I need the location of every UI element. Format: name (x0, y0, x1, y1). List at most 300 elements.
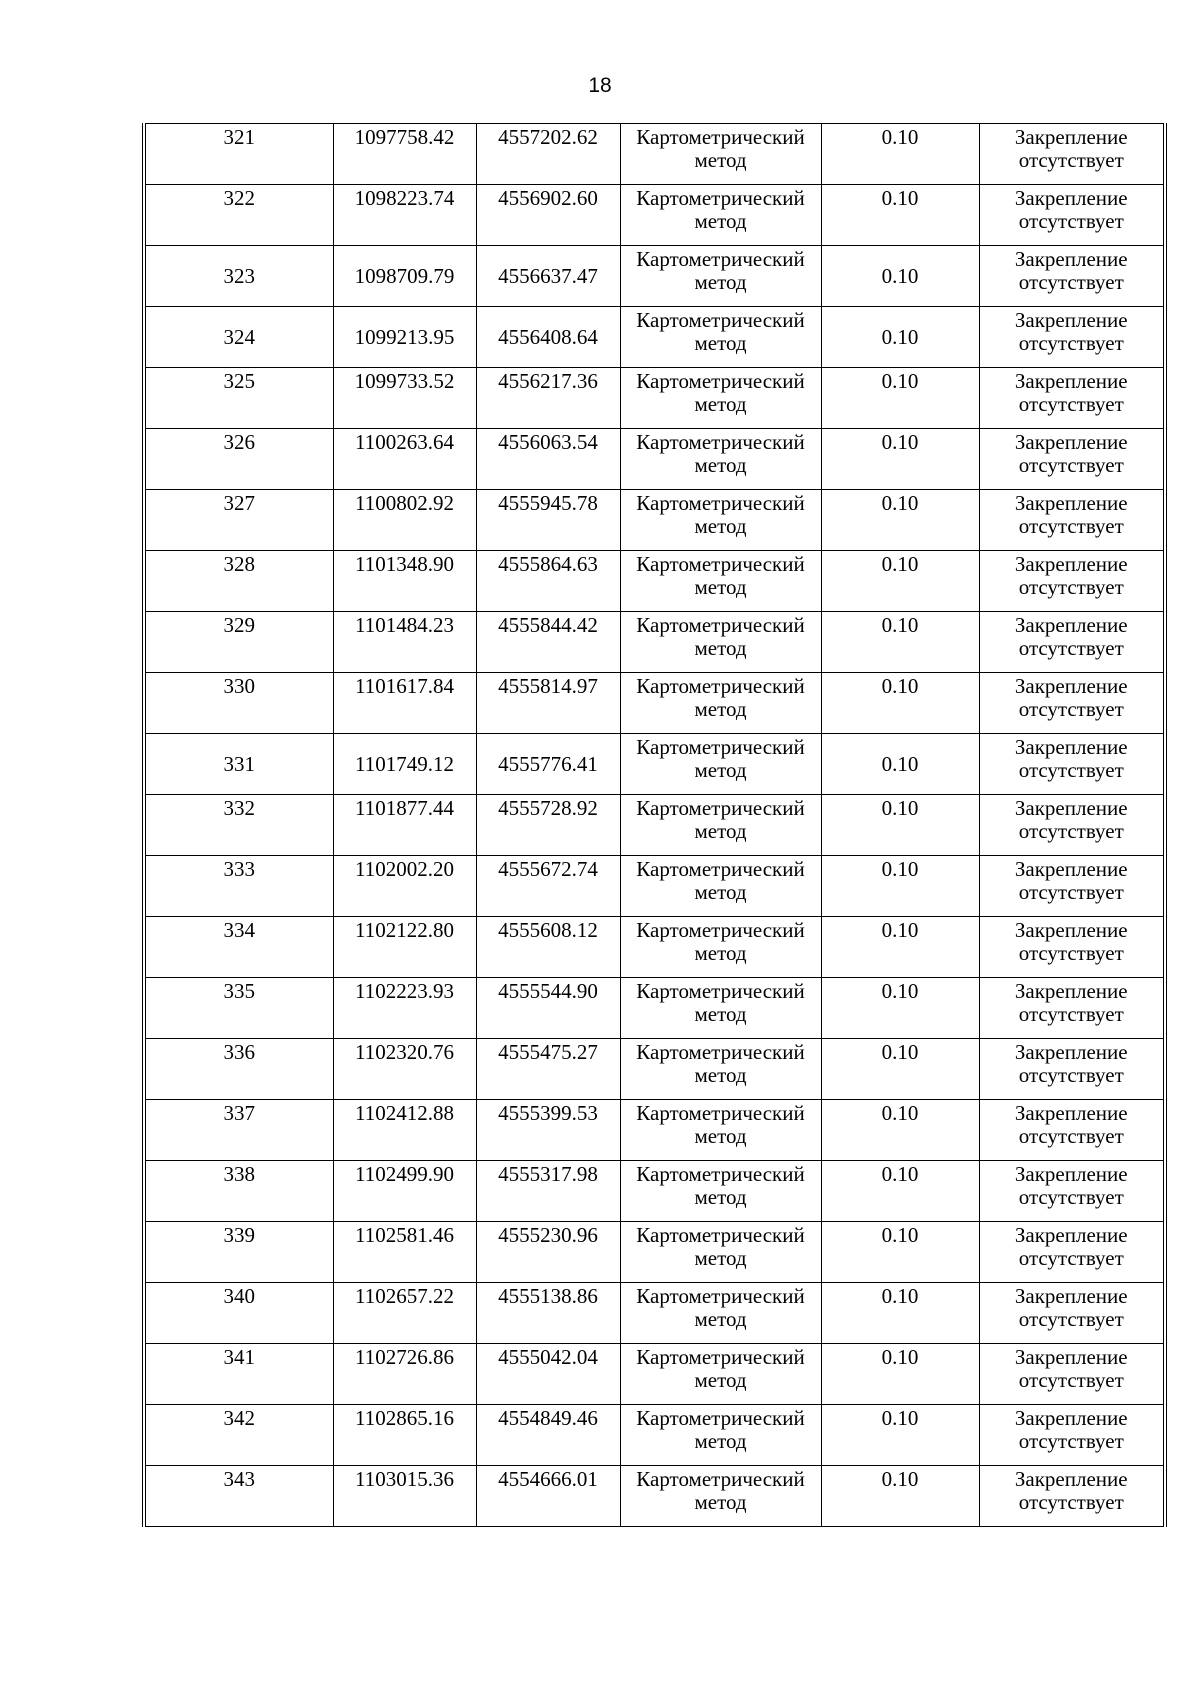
method-text-line: Картометрический (636, 857, 805, 881)
accuracy-cell: 0.10 (821, 185, 979, 246)
method-cell (620, 1161, 821, 1222)
method-text-line: метод (694, 636, 747, 660)
y-coordinate-cell: 4555042.04 (476, 1344, 620, 1405)
point-number-cell: 332 (144, 795, 333, 856)
accuracy-cell: 0.10 (821, 490, 979, 551)
x-coordinate-cell: 1098709.79 (333, 246, 476, 307)
fixation-text-line: отсутствует (1018, 1429, 1124, 1453)
y-coordinate-cell: 4556408.64 (476, 307, 620, 368)
method-text-line: Картометрический (636, 1040, 805, 1064)
fixation-text (980, 614, 1164, 660)
y-coordinate-cell: 4555544.90 (476, 978, 620, 1039)
x-coordinate-cell: 1102657.22 (333, 1283, 476, 1344)
x-coordinate-cell: 1101348.90 (333, 551, 476, 612)
method-text-line: метод (694, 575, 747, 599)
method-cell (620, 1344, 821, 1405)
method-text-line: Картометрический (636, 125, 805, 149)
method-text-line: Картометрический (636, 979, 805, 1003)
table-row (144, 1466, 1165, 1527)
table-row (144, 1039, 1165, 1100)
method-text-line: метод (694, 1002, 747, 1026)
fixation-text-line: отсутствует (1018, 636, 1124, 660)
fixation-text-line: Закрепление (1014, 857, 1128, 881)
y-coordinate-cell: 4555608.12 (476, 917, 620, 978)
fixation-text (980, 797, 1164, 843)
y-coordinate-cell: 4555672.74 (476, 856, 620, 917)
table-row (144, 1405, 1165, 1466)
method-text-line: Картометрический (636, 1101, 805, 1125)
fixation-text-line: Закрепление (1014, 1223, 1128, 1247)
table-row (144, 1222, 1165, 1283)
method-text (621, 858, 821, 904)
point-number-cell: 330 (144, 673, 333, 734)
fixation-cell (979, 124, 1165, 185)
fixation-text-line: Закрепление (1014, 186, 1128, 210)
accuracy-cell: 0.10 (821, 551, 979, 612)
method-text-line: метод (694, 209, 747, 233)
method-text (621, 797, 821, 843)
method-text (621, 1407, 821, 1453)
method-text-line: метод (694, 1368, 747, 1392)
point-number-cell: 342 (144, 1405, 333, 1466)
x-coordinate-cell: 1102726.86 (333, 1344, 476, 1405)
fixation-text-line: Закрепление (1014, 1162, 1128, 1186)
method-text-line: Картометрический (636, 247, 805, 271)
point-number-cell: 341 (144, 1344, 333, 1405)
method-cell (620, 368, 821, 429)
accuracy-cell: 0.10 (821, 1405, 979, 1466)
accuracy-cell: 0.10 (821, 246, 979, 307)
fixation-text-line: отсутствует (1018, 1185, 1124, 1209)
method-text-line: метод (694, 819, 747, 843)
table-row (144, 307, 1165, 368)
accuracy-cell: 0.10 (821, 917, 979, 978)
method-text-line: Картометрический (636, 552, 805, 576)
fixation-text-line: отсутствует (1018, 270, 1124, 294)
fixation-text-line: Закрепление (1014, 979, 1128, 1003)
fixation-text (980, 858, 1164, 904)
y-coordinate-cell: 4555776.41 (476, 734, 620, 795)
point-number-cell: 329 (144, 612, 333, 673)
point-number-cell: 337 (144, 1100, 333, 1161)
method-text (621, 126, 821, 172)
y-coordinate-cell: 4555728.92 (476, 795, 620, 856)
table-row (144, 246, 1165, 307)
method-text (621, 675, 821, 721)
point-number-cell: 326 (144, 429, 333, 490)
method-text-line: метод (694, 392, 747, 416)
fixation-text-line: отсутствует (1018, 575, 1124, 599)
fixation-text-line: отсутствует (1018, 1490, 1124, 1514)
fixation-text-line: Закрепление (1014, 918, 1128, 942)
method-cell (620, 1222, 821, 1283)
method-cell (620, 978, 821, 1039)
x-coordinate-cell: 1102002.20 (333, 856, 476, 917)
method-text-line: метод (694, 697, 747, 721)
method-cell (620, 612, 821, 673)
method-text (621, 1041, 821, 1087)
fixation-cell (979, 978, 1165, 1039)
point-number-cell: 322 (144, 185, 333, 246)
fixation-text-line: отсутствует (1018, 392, 1124, 416)
fixation-cell (979, 1161, 1165, 1222)
method-text (621, 614, 821, 660)
fixation-text-line: отсутствует (1018, 1368, 1124, 1392)
accuracy-cell: 0.10 (821, 856, 979, 917)
x-coordinate-cell: 1102865.16 (333, 1405, 476, 1466)
y-coordinate-cell: 4555945.78 (476, 490, 620, 551)
fixation-text-line: Закрепление (1014, 552, 1128, 576)
method-text (621, 980, 821, 1026)
fixation-cell (979, 1222, 1165, 1283)
method-text (621, 919, 821, 965)
fixation-text (980, 1407, 1164, 1453)
method-cell (620, 734, 821, 795)
table-row (144, 1161, 1165, 1222)
point-number-cell: 328 (144, 551, 333, 612)
fixation-text (980, 1468, 1164, 1514)
fixation-text (980, 736, 1164, 782)
method-text-line: метод (694, 148, 747, 172)
y-coordinate-cell: 4555864.63 (476, 551, 620, 612)
point-number-cell: 336 (144, 1039, 333, 1100)
method-text (621, 187, 821, 233)
x-coordinate-cell: 1102412.88 (333, 1100, 476, 1161)
fixation-text-line: отсутствует (1018, 1063, 1124, 1087)
y-coordinate-cell: 4555399.53 (476, 1100, 620, 1161)
fixation-text (980, 1041, 1164, 1087)
method-text (621, 370, 821, 416)
method-cell (620, 856, 821, 917)
method-cell (620, 246, 821, 307)
method-text-line: Картометрический (636, 430, 805, 454)
fixation-text (980, 370, 1164, 416)
table-row (144, 734, 1165, 795)
method-text-line: метод (694, 270, 747, 294)
method-cell (620, 1039, 821, 1100)
fixation-text (980, 1102, 1164, 1148)
fixation-text (980, 919, 1164, 965)
y-coordinate-cell: 4556902.60 (476, 185, 620, 246)
fixation-text-line: Закрепление (1014, 125, 1128, 149)
method-cell (620, 551, 821, 612)
fixation-cell (979, 917, 1165, 978)
method-text-line: метод (694, 1429, 747, 1453)
accuracy-cell: 0.10 (821, 429, 979, 490)
fixation-cell (979, 1405, 1165, 1466)
method-text (621, 1102, 821, 1148)
method-text-line: Картометрический (636, 186, 805, 210)
fixation-text-line: отсутствует (1018, 758, 1124, 782)
fixation-text-line: Закрепление (1014, 1101, 1128, 1125)
fixation-cell (979, 368, 1165, 429)
x-coordinate-cell: 1099733.52 (333, 368, 476, 429)
fixation-text (980, 1346, 1164, 1392)
fixation-text-line: отсутствует (1018, 331, 1124, 355)
method-text-line: метод (694, 758, 747, 782)
method-text-line: Картометрический (636, 491, 805, 515)
fixation-cell (979, 734, 1165, 795)
method-text-line: Картометрический (636, 1162, 805, 1186)
fixation-text (980, 126, 1164, 172)
accuracy-cell: 0.10 (821, 1039, 979, 1100)
point-number-cell: 343 (144, 1466, 333, 1527)
accuracy-cell: 0.10 (821, 1283, 979, 1344)
method-text (621, 736, 821, 782)
method-text (621, 309, 821, 355)
x-coordinate-cell: 1103015.36 (333, 1466, 476, 1527)
accuracy-cell: 0.10 (821, 1344, 979, 1405)
point-number-cell: 323 (144, 246, 333, 307)
fixation-cell (979, 1283, 1165, 1344)
fixation-text-line: Закрепление (1014, 613, 1128, 637)
method-cell (620, 795, 821, 856)
method-text-line: метод (694, 331, 747, 355)
accuracy-cell: 0.10 (821, 978, 979, 1039)
fixation-text-line: отсутствует (1018, 880, 1124, 904)
fixation-cell (979, 1100, 1165, 1161)
fixation-cell (979, 856, 1165, 917)
method-text-line: Картометрический (636, 1345, 805, 1369)
fixation-text-line: отсутствует (1018, 697, 1124, 721)
fixation-text (980, 187, 1164, 233)
method-cell (620, 1466, 821, 1527)
point-number-cell: 338 (144, 1161, 333, 1222)
point-number-cell: 333 (144, 856, 333, 917)
method-text (621, 1346, 821, 1392)
fixation-text (980, 1285, 1164, 1331)
method-text-line: Картометрический (636, 613, 805, 637)
method-text (621, 1468, 821, 1514)
method-text (621, 1163, 821, 1209)
fixation-text (980, 248, 1164, 294)
y-coordinate-cell: 4554849.46 (476, 1405, 620, 1466)
table-row (144, 1100, 1165, 1161)
method-text-line: Картометрический (636, 308, 805, 332)
method-text (621, 492, 821, 538)
accuracy-cell: 0.10 (821, 307, 979, 368)
fixation-cell (979, 429, 1165, 490)
table-row (144, 856, 1165, 917)
table-row (144, 1283, 1165, 1344)
y-coordinate-cell: 4557202.62 (476, 124, 620, 185)
x-coordinate-cell: 1101877.44 (333, 795, 476, 856)
fixation-text-line: Закрепление (1014, 308, 1128, 332)
method-text-line: метод (694, 514, 747, 538)
fixation-text (980, 1163, 1164, 1209)
page-number: 18 (588, 74, 612, 97)
accuracy-cell: 0.10 (821, 1161, 979, 1222)
table-row (144, 612, 1165, 673)
method-text-line: метод (694, 941, 747, 965)
fixation-text-line: Закрепление (1014, 1467, 1128, 1491)
method-cell (620, 490, 821, 551)
fixation-cell (979, 490, 1165, 551)
accuracy-cell: 0.10 (821, 124, 979, 185)
method-cell (620, 307, 821, 368)
fixation-cell (979, 1344, 1165, 1405)
fixation-text (980, 675, 1164, 721)
point-number-cell: 334 (144, 917, 333, 978)
fixation-text (980, 980, 1164, 1026)
fixation-text-line: Закрепление (1014, 491, 1128, 515)
point-number-cell: 331 (144, 734, 333, 795)
accuracy-cell: 0.10 (821, 368, 979, 429)
fixation-text (980, 1224, 1164, 1270)
method-text (621, 553, 821, 599)
accuracy-cell: 0.10 (821, 1222, 979, 1283)
fixation-cell (979, 307, 1165, 368)
fixation-text-line: отсутствует (1018, 148, 1124, 172)
y-coordinate-cell: 4555844.42 (476, 612, 620, 673)
fixation-text-line: отсутствует (1018, 1002, 1124, 1026)
x-coordinate-cell: 1102581.46 (333, 1222, 476, 1283)
y-coordinate-cell: 4555138.86 (476, 1283, 620, 1344)
fixation-text-line: отсутствует (1018, 453, 1124, 477)
table-row (144, 917, 1165, 978)
fixation-text (980, 309, 1164, 355)
method-text-line: метод (694, 1063, 747, 1087)
x-coordinate-cell: 1101617.84 (333, 673, 476, 734)
point-number-cell: 335 (144, 978, 333, 1039)
method-text-line: метод (694, 1490, 747, 1514)
coordinates-table-body (144, 124, 1165, 1527)
method-text-line: метод (694, 1246, 747, 1270)
fixation-text (980, 492, 1164, 538)
point-number-cell: 321 (144, 124, 333, 185)
table-row (144, 978, 1165, 1039)
fixation-cell (979, 1039, 1165, 1100)
method-text (621, 1285, 821, 1331)
fixation-text (980, 431, 1164, 477)
x-coordinate-cell: 1102320.76 (333, 1039, 476, 1100)
fixation-text-line: Закрепление (1014, 1040, 1128, 1064)
fixation-text-line: отсутствует (1018, 941, 1124, 965)
accuracy-cell: 0.10 (821, 1100, 979, 1161)
method-text (621, 248, 821, 294)
y-coordinate-cell: 4555230.96 (476, 1222, 620, 1283)
x-coordinate-cell: 1099213.95 (333, 307, 476, 368)
fixation-text-line: Закрепление (1014, 247, 1128, 271)
method-cell (620, 1100, 821, 1161)
method-text-line: Картометрический (636, 1406, 805, 1430)
table-row (144, 185, 1165, 246)
fixation-text-line: Закрепление (1014, 735, 1128, 759)
fixation-text-line: отсутствует (1018, 209, 1124, 233)
fixation-cell (979, 795, 1165, 856)
method-cell (620, 1283, 821, 1344)
x-coordinate-cell: 1097758.42 (333, 124, 476, 185)
table-row (144, 368, 1165, 429)
x-coordinate-cell: 1100263.64 (333, 429, 476, 490)
fixation-text (980, 553, 1164, 599)
method-text-line: метод (694, 1185, 747, 1209)
method-cell (620, 673, 821, 734)
method-text (621, 431, 821, 477)
fixation-text-line: Закрепление (1014, 674, 1128, 698)
fixation-cell (979, 185, 1165, 246)
fixation-text-line: Закрепление (1014, 1345, 1128, 1369)
point-number-cell: 340 (144, 1283, 333, 1344)
table-row (144, 124, 1165, 185)
y-coordinate-cell: 4556637.47 (476, 246, 620, 307)
method-text-line: Картометрический (636, 674, 805, 698)
fixation-text-line: Закрепление (1014, 1406, 1128, 1430)
method-cell (620, 429, 821, 490)
x-coordinate-cell: 1098223.74 (333, 185, 476, 246)
fixation-cell (979, 246, 1165, 307)
table-row (144, 551, 1165, 612)
x-coordinate-cell: 1101749.12 (333, 734, 476, 795)
fixation-text-line: отсутствует (1018, 1307, 1124, 1331)
x-coordinate-cell: 1102122.80 (333, 917, 476, 978)
method-text (621, 1224, 821, 1270)
x-coordinate-cell: 1102223.93 (333, 978, 476, 1039)
table-row (144, 795, 1165, 856)
method-text-line: метод (694, 1124, 747, 1148)
method-text-line: Картометрический (636, 369, 805, 393)
table-row (144, 673, 1165, 734)
table-row (144, 490, 1165, 551)
method-cell (620, 917, 821, 978)
fixation-text-line: Закрепление (1014, 1284, 1128, 1308)
method-text-line: Картометрический (636, 1284, 805, 1308)
fixation-cell (979, 1466, 1165, 1527)
x-coordinate-cell: 1102499.90 (333, 1161, 476, 1222)
accuracy-cell: 0.10 (821, 612, 979, 673)
y-coordinate-cell: 4555317.98 (476, 1161, 620, 1222)
fixation-text-line: отсутствует (1018, 819, 1124, 843)
point-number-cell: 339 (144, 1222, 333, 1283)
point-number-cell: 325 (144, 368, 333, 429)
method-cell (620, 185, 821, 246)
table-row (144, 429, 1165, 490)
x-coordinate-cell: 1100802.92 (333, 490, 476, 551)
table-row (144, 1344, 1165, 1405)
fixation-text-line: отсутствует (1018, 1124, 1124, 1148)
point-number-cell: 327 (144, 490, 333, 551)
fixation-cell (979, 673, 1165, 734)
method-text-line: Картометрический (636, 1223, 805, 1247)
y-coordinate-cell: 4555814.97 (476, 673, 620, 734)
method-text-line: метод (694, 880, 747, 904)
y-coordinate-cell: 4555475.27 (476, 1039, 620, 1100)
accuracy-cell: 0.10 (821, 673, 979, 734)
fixation-cell (979, 551, 1165, 612)
accuracy-cell: 0.10 (821, 734, 979, 795)
fixation-cell (979, 612, 1165, 673)
method-text-line: метод (694, 453, 747, 477)
x-coordinate-cell: 1101484.23 (333, 612, 476, 673)
accuracy-cell: 0.10 (821, 795, 979, 856)
method-text-line: Картометрический (636, 1467, 805, 1491)
accuracy-cell: 0.10 (821, 1466, 979, 1527)
fixation-text-line: отсутствует (1018, 1246, 1124, 1270)
y-coordinate-cell: 4556063.54 (476, 429, 620, 490)
method-cell (620, 124, 821, 185)
fixation-text-line: отсутствует (1018, 514, 1124, 538)
method-text-line: метод (694, 1307, 747, 1331)
method-text-line: Картометрический (636, 796, 805, 820)
fixation-text-line: Закрепление (1014, 796, 1128, 820)
coordinates-table (142, 123, 1167, 1527)
method-cell (620, 1405, 821, 1466)
method-text-line: Картометрический (636, 735, 805, 759)
fixation-text-line: Закрепление (1014, 430, 1128, 454)
y-coordinate-cell: 4556217.36 (476, 368, 620, 429)
point-number-cell: 324 (144, 307, 333, 368)
fixation-text-line: Закрепление (1014, 369, 1128, 393)
